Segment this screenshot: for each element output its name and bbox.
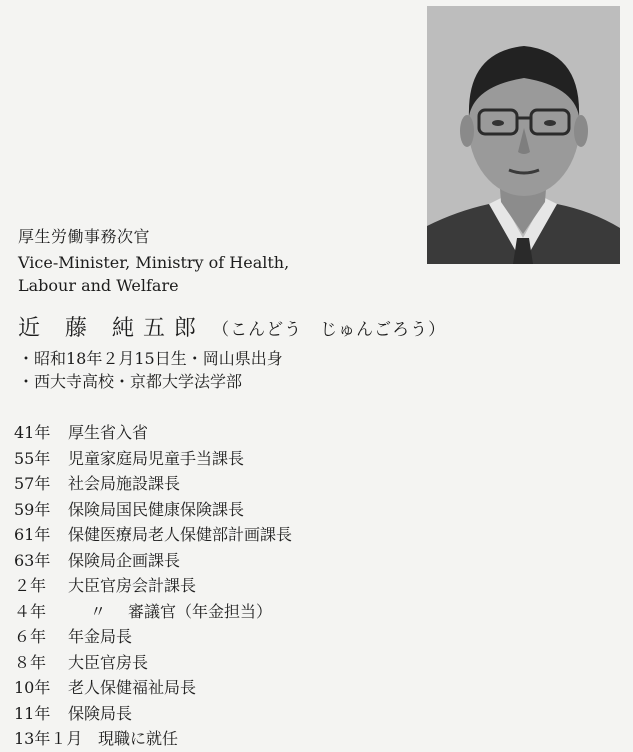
career-row	[14, 573, 292, 599]
career-row	[14, 420, 292, 446]
career-row	[14, 599, 292, 625]
profile-birth: ・昭和18年２月15日生・岡山県出身	[18, 349, 283, 368]
career-ditto-mark: 〃	[90, 601, 107, 621]
career-desc: 保険局国民健康保険課長	[68, 499, 245, 519]
career-row	[14, 471, 292, 497]
career-year: 10年	[14, 678, 51, 697]
career-desc: 審議官（年金担当）	[128, 601, 273, 621]
name-reading-given: じゅんごろう）	[320, 320, 447, 340]
career-desc: 現職に就任	[98, 729, 179, 748]
career-year: 63年	[14, 550, 51, 570]
name-reading	[212, 320, 446, 340]
career-desc: 児童家庭局児童手当課長	[68, 448, 245, 468]
position-title-ja: 厚生労働事務次官	[18, 227, 151, 246]
career-year: 11年	[14, 703, 51, 723]
career-desc: 保健医療局老人保健部計画課長	[68, 525, 293, 544]
career-year: ８年	[14, 652, 47, 672]
career-desc: 老人保健福祉局長	[68, 678, 197, 697]
career-desc: 大臣官房長	[68, 652, 149, 672]
career-row	[14, 446, 292, 472]
career-row	[14, 701, 292, 727]
career-row	[14, 548, 292, 574]
career-year: 57年	[14, 474, 51, 493]
career-row	[14, 726, 292, 752]
career-year: 55年	[14, 448, 51, 468]
career-year: 41年	[14, 423, 51, 442]
position-title-en: Vice-Minister, Ministry of Health, Labour and Welfare	[18, 253, 290, 295]
career-year: ６年	[14, 627, 47, 646]
career-desc: 厚生省入省	[68, 423, 149, 442]
profile-education: ・西大寺高校・京都大学法学部	[18, 372, 243, 391]
name-row	[18, 311, 446, 342]
career-row	[14, 522, 292, 548]
portrait-photo	[427, 6, 620, 264]
career-list	[14, 420, 292, 752]
career-row	[14, 650, 292, 676]
profile-block	[18, 347, 283, 393]
career-desc: 保険局企画課長	[68, 550, 181, 570]
career-desc: 大臣官房会計課長	[68, 576, 197, 595]
name-reading-family: （こんどう	[212, 320, 303, 340]
career-year: ２年	[14, 576, 47, 595]
career-row	[14, 675, 292, 701]
career-desc: 社会局施設課長	[68, 474, 181, 493]
career-year: 13年１月	[14, 729, 83, 748]
career-year: 59年	[14, 499, 51, 519]
career-year: ４年	[14, 601, 47, 621]
career-row	[14, 624, 292, 650]
person-name: 近 藤 純五郎	[18, 316, 205, 341]
career-year: 61年	[14, 525, 51, 544]
career-desc: 年金局長	[68, 627, 133, 646]
career-desc: 保険局長	[68, 703, 133, 723]
career-row	[14, 497, 292, 523]
